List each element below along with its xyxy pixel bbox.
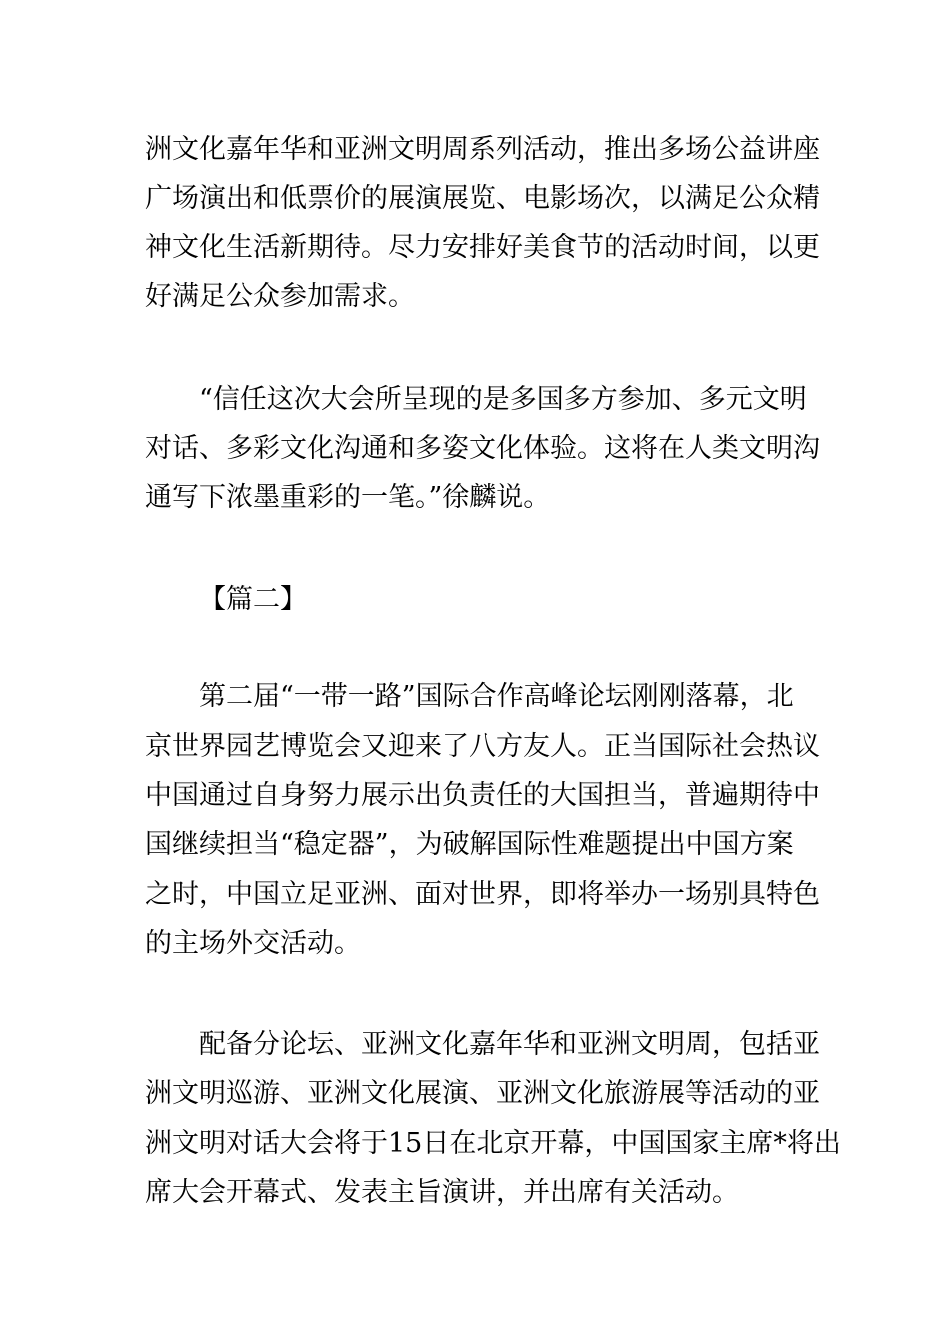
- section-heading-text: 【篇二】: [199, 584, 307, 615]
- text-line: 的主场外交活动。: [145, 928, 361, 959]
- text-line: 第二届“一带一路”国际合作高峰论坛刚刚落幕，北: [199, 681, 794, 712]
- text-line: 通写下浓墨重彩的一笔。”徐麟说。: [145, 482, 551, 513]
- text-line: 洲文明对话大会将于15日在北京开幕，中国国家主席*将出: [145, 1128, 841, 1159]
- text-line: 配备分论坛、亚洲文化嘉年华和亚洲文明周，包括亚: [199, 1029, 820, 1060]
- text-line: 国继续担当“稳定器”，为破解国际性难题提出中国方案: [145, 829, 794, 860]
- text-line: 好满足公众参加需求。: [145, 281, 415, 312]
- text-line: 席大会开幕式、发表主旨演讲，并出席有关活动。: [145, 1177, 739, 1208]
- text-line: 京世界园艺博览会又迎来了八方友人。正当国际社会热议: [145, 731, 820, 762]
- text-line: “信任这次大会所呈现的是多国多方参加、多元文明: [199, 384, 807, 415]
- text-line: 洲文化嘉年华和亚洲文明周系列活动，推出多场公益讲座: [145, 134, 820, 165]
- text-line: 对话、多彩文化沟通和多姿文化体验。这将在人类文明沟: [145, 433, 820, 464]
- text-line: 洲文明巡游、亚洲文化展演、亚洲文化旅游展等活动的亚: [145, 1078, 820, 1109]
- text-line: 之时，中国立足亚洲、面对世界，即将举办一场别具特色: [145, 879, 820, 910]
- text-line: 广场演出和低票价的展演展览、电影场次，以满足公众精: [145, 183, 820, 214]
- text-line: 中国通过自身努力展示出负责任的大国担当，普遍期待中: [145, 780, 820, 811]
- text-line: 神文化生活新期待。尽力安排好美食节的活动时间，以更: [145, 232, 820, 263]
